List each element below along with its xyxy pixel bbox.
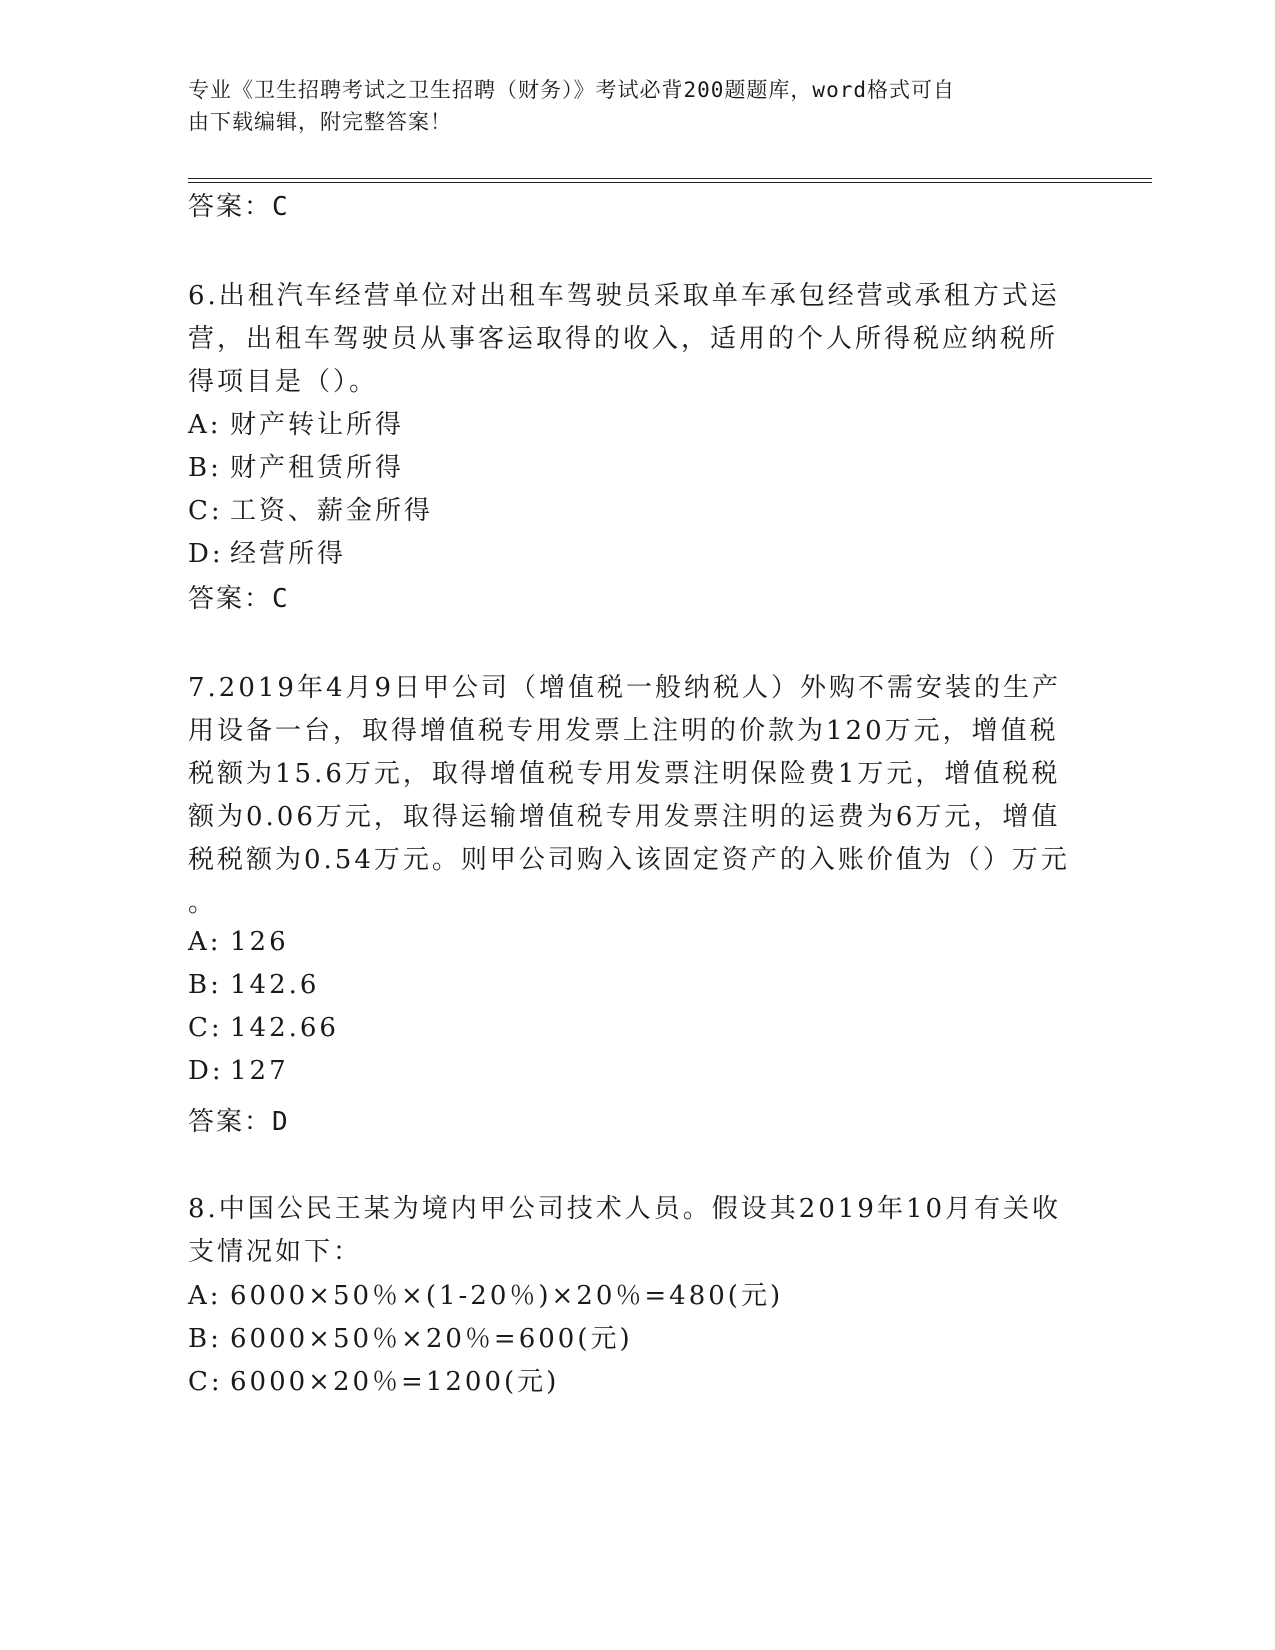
question-7-line-2: 用设备一台，取得增值税专用发票上注明的价款为120万元，增值税 xyxy=(188,716,1059,746)
option-text: 经营所得 xyxy=(230,539,347,569)
question-6-answer: 答案：C xyxy=(188,584,290,614)
question-6-option-a xyxy=(188,404,404,441)
question-7-line-6: 。 xyxy=(188,888,218,918)
option-text: 6000×20％=1200(元) xyxy=(230,1367,560,1397)
question-6-option-b xyxy=(188,447,404,484)
option-letter: C: xyxy=(188,1013,223,1043)
previous-answer: 答案：C xyxy=(188,192,290,222)
option-text: 财产转让所得 xyxy=(230,410,405,440)
question-7-answer: 答案：D xyxy=(188,1107,290,1137)
question-7-line-4: 额为0.06万元，取得运输增值税专用发票注明的运费为6万元，增值 xyxy=(188,802,1061,832)
header-line-2: 由下载编辑，附完整答案！ xyxy=(188,110,452,134)
option-letter: B: xyxy=(188,970,222,1000)
question-7-line-1: 7.2019年4月9日甲公司（增值税一般纳税人）外购不需安装的生产 xyxy=(188,673,1062,703)
option-letter: D: xyxy=(188,539,224,569)
option-letter: C: xyxy=(188,496,223,526)
header-divider-double xyxy=(188,182,1152,183)
option-text: 财产租赁所得 xyxy=(230,453,405,483)
question-7-option-c xyxy=(188,1013,339,1043)
option-text: 6000×50％×(1-20％)×20％=480(元) xyxy=(230,1281,784,1311)
question-6-option-c xyxy=(188,490,433,527)
option-letter: D: xyxy=(188,1056,224,1086)
question-8-option-c xyxy=(188,1361,559,1398)
question-7-option-b xyxy=(188,970,319,1000)
question-8-line-1: 8.中国公民王某为境内甲公司技术人员。假设其2019年10月有关收 xyxy=(188,1194,1062,1224)
question-6-option-d xyxy=(188,533,346,570)
option-text: 工资、薪金所得 xyxy=(230,496,434,526)
question-8-option-a xyxy=(188,1275,783,1312)
option-letter: C: xyxy=(188,1367,223,1397)
question-8-line-2: 支情况如下： xyxy=(188,1237,363,1267)
option-text: 127 xyxy=(230,1056,289,1086)
question-8-option-b xyxy=(188,1318,633,1355)
question-6-line-2: 营，出租车驾驶员从事客运取得的收入，适用的个人所得税应纳税所 xyxy=(188,324,1059,354)
option-text: 6000×50％×20％=600(元) xyxy=(230,1324,633,1354)
question-6-line-3: 得项目是（）。 xyxy=(188,367,379,397)
option-text: 126 xyxy=(230,927,289,957)
option-letter: B: xyxy=(188,453,222,483)
question-7-line-5: 税税额为0.54万元。则甲公司购入该固定资产的入账价值为（）万元 xyxy=(188,845,1070,875)
option-text: 142.6 xyxy=(230,970,320,1000)
question-7-option-d xyxy=(188,1056,289,1086)
header-line-1: 专业《卫生招聘考试之卫生招聘（财务）》考试必背200题题库，word格式可自 xyxy=(188,78,955,102)
document-header xyxy=(188,74,1088,138)
question-6-line-1: 6.出租汽车经营单位对出租车驾驶员采取单车承包经营或承租方式运 xyxy=(188,281,1060,311)
option-text: 142.66 xyxy=(230,1013,339,1043)
header-divider xyxy=(188,178,1152,179)
option-letter: A: xyxy=(188,1281,222,1311)
option-letter: B: xyxy=(188,1324,222,1354)
question-7-option-a xyxy=(188,927,289,957)
option-letter: A: xyxy=(188,410,222,440)
question-7-line-3: 税额为15.6万元，取得增值税专用发票注明保险费1万元，增值税税 xyxy=(188,759,1061,789)
option-letter: A: xyxy=(188,927,222,957)
